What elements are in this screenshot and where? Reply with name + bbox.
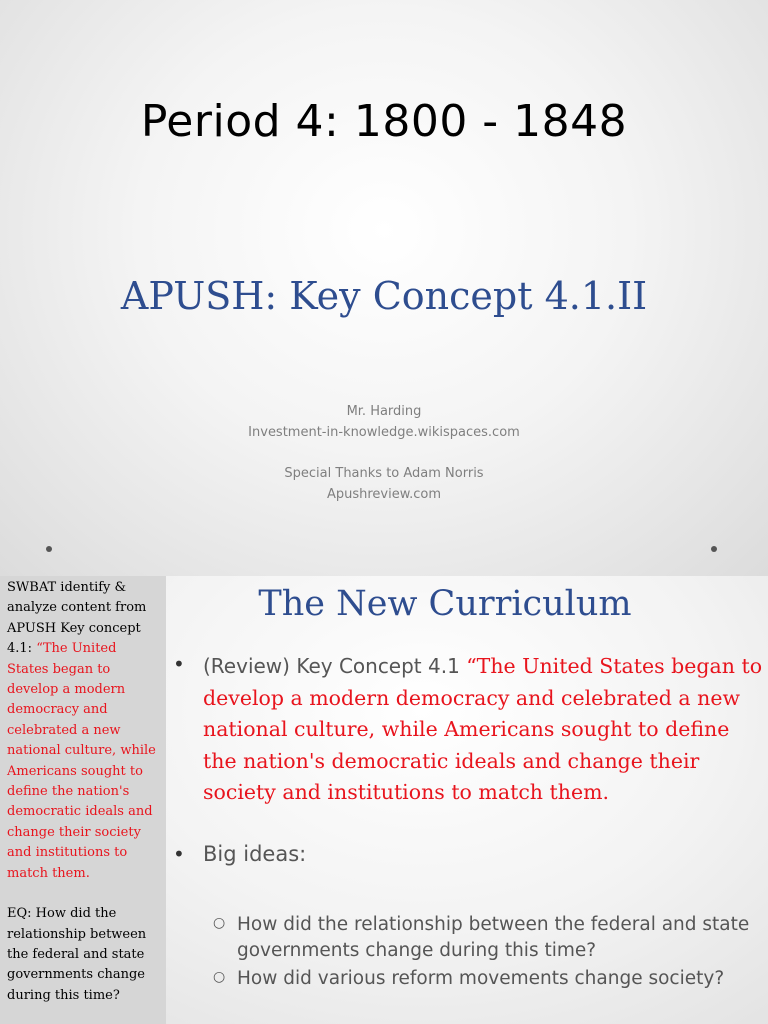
essential-question: EQ: How did the relationship between the federal and state governments change during this time? [7,906,147,1003]
review-quote: “The United States began to develop a modern democracy and celebrated a new national culture, while Americans sought to define the nation's democratic ideals and change their society and institutions to match them. [203,654,763,804]
credit-site-wikispaces: Investment-in-knowledge.wikispaces.com [248,424,520,440]
bullet-dot-icon: • [173,842,185,866]
slide-subtitle-key-concept: APUSH: Key Concept 4.1.II [120,274,648,318]
credit-thanks: Special Thanks to Adam Norris [284,466,484,481]
slide-title-period: Period 4: 1800 - 1848 [140,96,628,147]
circle-bullet-icon: ○ [213,969,226,985]
slide-title-curriculum: The New Curriculum [258,584,632,624]
sub-bullet-federal-state: How did the relationship between the federal and state governments change during this time? [237,914,750,961]
objectives-sidebar [0,576,166,1024]
circle-bullet-icon: ○ [213,915,226,931]
swbat-quote: “The United States began to develop a modern democracy and celebrated a new national culture, while Americans sought to define the nation's democratic ideals and change their society and institutions to match them. [7,641,156,881]
credit-site-apushreview: Apushreview.com [326,486,442,502]
decorative-dot-right [711,546,717,552]
credits-block [0,402,768,505]
bullet-big-ideas: Big ideas: [203,842,307,866]
bullet-review [203,651,763,809]
decorative-dot-left [46,546,52,552]
bullet-dot-icon: • [173,652,185,676]
swbat-text: SWBAT identify & analyze content from APUSH Key concept 4.1: [7,580,147,657]
credits-spacer [0,443,768,464]
credit-teacher: Mr. Harding [346,404,422,419]
sub-bullet-reform: How did various reform movements change society? [237,968,725,989]
review-lead: (Review) Key Concept 4.1 [203,654,467,678]
